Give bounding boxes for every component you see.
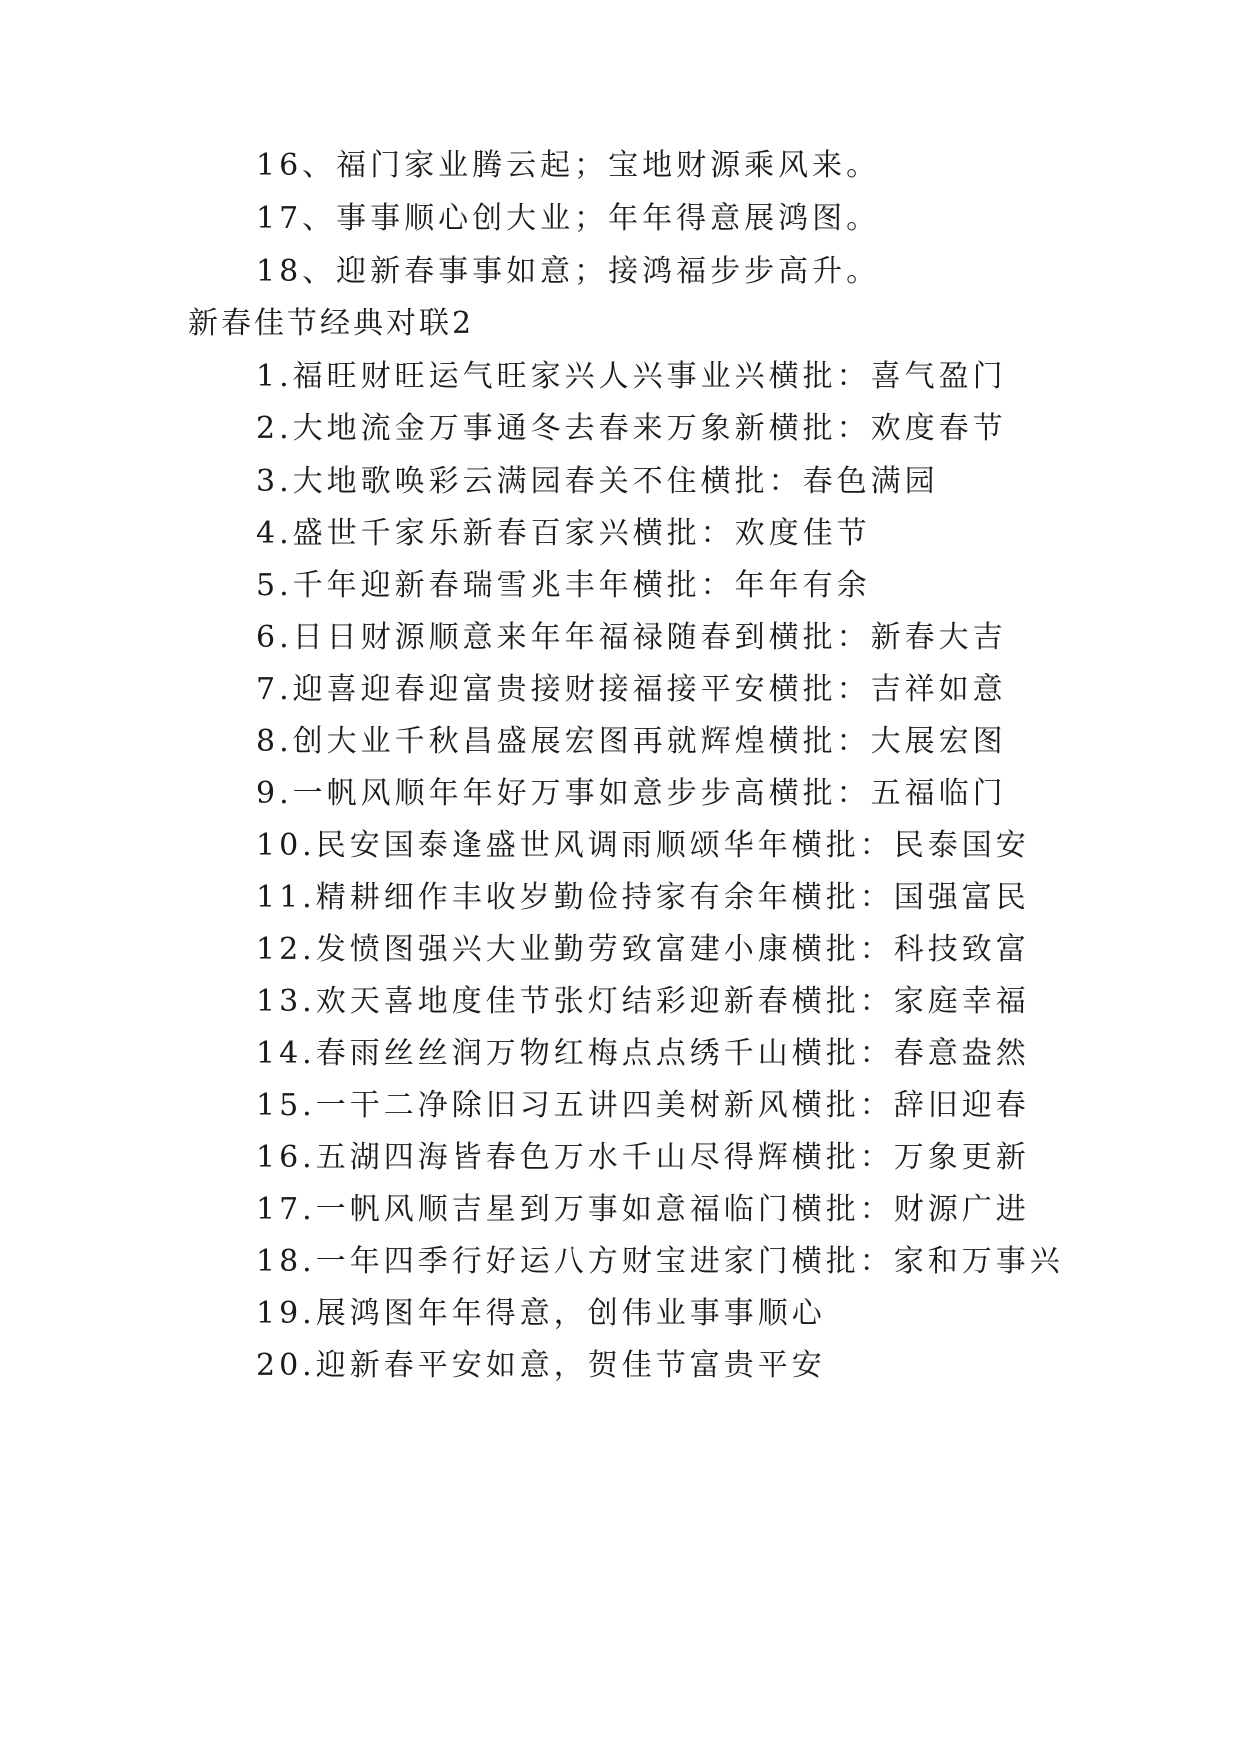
- couplet-item: 8.创大业千秋昌盛展宏图再就辉煌横批：大展宏图: [256, 724, 1007, 759]
- couplet-item: 2.大地流金万事通冬去春来万象新横批：欢度春节: [256, 411, 1007, 446]
- couplet-item: 5.千年迎新春瑞雪兆丰年横批：年年有余: [256, 568, 871, 603]
- couplet-item: 3.大地歌唤彩云满园春关不住横批：春色满园: [256, 464, 939, 499]
- couplet-item: 19.展鸿图年年得意，创伟业事事顺心: [256, 1296, 826, 1331]
- couplet-item: 14.春雨丝丝润万物红梅点点绣千山横批：春意盎然: [256, 1036, 1030, 1071]
- section-title: 新春佳节经典对联2: [188, 306, 475, 341]
- previous-item-18: 18、迎新春事事如意；接鸿福步步高升。: [256, 254, 881, 289]
- previous-item-17: 17、事事顺心创大业；年年得意展鸿图。: [256, 201, 881, 236]
- couplet-item: 4.盛世千家乐新春百家兴横批：欢度佳节: [256, 516, 871, 551]
- couplet-item: 10.民安国泰逢盛世风调雨顺颂华年横批：民泰国安: [256, 828, 1030, 863]
- couplet-item: 7.迎喜迎春迎富贵接财接福接平安横批：吉祥如意: [256, 672, 1007, 707]
- couplet-item: 13.欢天喜地度佳节张灯结彩迎新春横批：家庭幸福: [256, 984, 1030, 1019]
- couplet-item: 17.一帆风顺吉星到万事如意福临门横批：财源广进: [256, 1192, 1030, 1227]
- couplet-item: 11.精耕细作丰收岁勤俭持家有余年横批：国强富民: [256, 880, 1030, 915]
- previous-item-16: 16、福门家业腾云起；宝地财源乘风来。: [256, 148, 881, 183]
- couplet-item: 1.福旺财旺运气旺家兴人兴事业兴横批：喜气盈门: [256, 359, 1007, 394]
- couplet-item: 18.一年四季行好运八方财宝进家门横批：家和万事兴: [256, 1244, 1064, 1279]
- couplet-item: 16.五湖四海皆春色万水千山尽得辉横批：万象更新: [256, 1140, 1030, 1175]
- couplet-item: 15.一干二净除旧习五讲四美树新风横批：辞旧迎春: [256, 1088, 1030, 1123]
- couplet-item: 9.一帆风顺年年好万事如意步步高横批：五福临门: [256, 776, 1007, 811]
- couplet-item: 12.发愤图强兴大业勤劳致富建小康横批：科技致富: [256, 932, 1030, 967]
- couplet-item: 20.迎新春平安如意，贺佳节富贵平安: [256, 1348, 826, 1383]
- couplet-item: 6.日日财源顺意来年年福禄随春到横批：新春大吉: [256, 620, 1007, 655]
